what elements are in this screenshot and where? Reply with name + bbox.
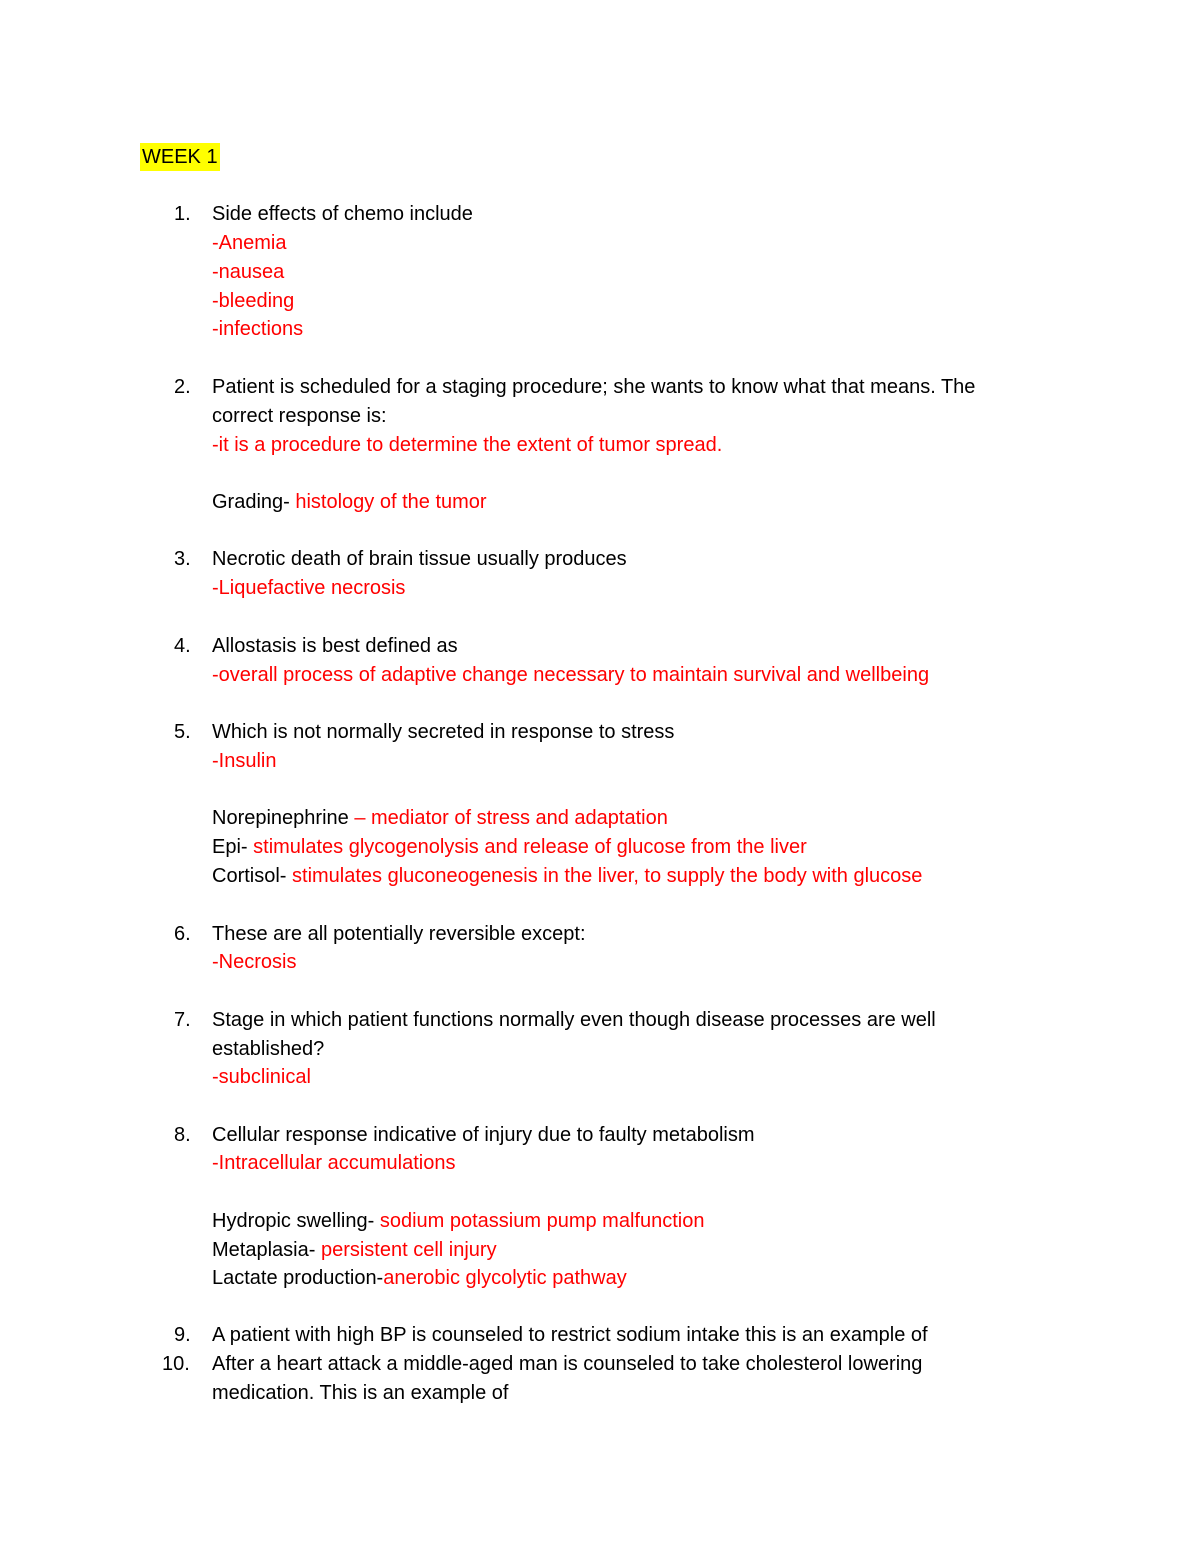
note-term: Hydropic swelling- <box>212 1210 375 1232</box>
answer-text: -Necrosis <box>212 951 297 973</box>
question-text: These are all potentially reversible except: <box>212 923 586 945</box>
question-number: 4. <box>174 635 191 657</box>
answer-text: -overall process of adaptive change necessary to maintain survival and wellbeing <box>212 664 930 686</box>
note-term: Epi- <box>212 836 248 858</box>
note-definition: stimulates glycogenolysis and release of glucose from the liver <box>247 836 807 858</box>
question-text: established? <box>212 1038 325 1060</box>
question-text: correct response is: <box>212 405 387 427</box>
question-number: 3. <box>174 548 191 570</box>
answer-text: -Insulin <box>212 750 277 772</box>
note-line <box>212 862 922 890</box>
note-term: Metaplasia- <box>212 1239 316 1261</box>
question-text: Which is not normally secreted in response to stress <box>212 721 675 743</box>
answer-text: -Intracellular accumulations <box>212 1152 456 1174</box>
question-number: 5. <box>174 721 191 743</box>
question-number: 9. <box>174 1324 191 1346</box>
note-line <box>212 488 487 516</box>
note-definition: sodium potassium pump malfunction <box>374 1210 705 1232</box>
note-term: Grading- <box>212 491 290 513</box>
question-text: Stage in which patient functions normally even though disease processes are well <box>212 1009 936 1031</box>
answer-text: -it is a procedure to determine the extent of tumor spread. <box>212 434 723 456</box>
question-text: Side effects of chemo include <box>212 203 473 225</box>
answer-text: -bleeding <box>212 290 295 312</box>
answer-text: -infections <box>212 318 304 340</box>
answer-text: -Liquefactive necrosis <box>212 577 406 599</box>
week-heading: WEEK 1 <box>140 143 220 171</box>
question-text: Patient is scheduled for a staging procedure; she wants to know what that means. The <box>212 376 976 398</box>
note-term: Cortisol- <box>212 865 287 887</box>
question-text: After a heart attack a middle-aged man is counseled to take cholesterol lowering <box>212 1353 923 1375</box>
question-text: Cellular response indicative of injury due to faulty metabolism <box>212 1124 755 1146</box>
answer-text: -Anemia <box>212 232 287 254</box>
question-number: 2. <box>174 376 191 398</box>
note-definition: stimulates gluconeogenesis in the liver, to supply the body with glucose <box>286 865 923 887</box>
note-line <box>212 1207 704 1235</box>
note-line <box>212 804 668 832</box>
question-text: medication. This is an example of <box>212 1382 509 1404</box>
note-term: Lactate production- <box>212 1267 384 1289</box>
note-definition: – mediator of stress and adaptation <box>354 807 668 829</box>
note-line <box>212 833 807 861</box>
note-line <box>212 1264 627 1292</box>
question-number: 1. <box>174 203 191 225</box>
note-definition: anerobic glycolytic pathway <box>383 1267 627 1289</box>
note-line <box>212 1236 497 1264</box>
question-text: Allostasis is best defined as <box>212 635 458 657</box>
question-text: Necrotic death of brain tissue usually produces <box>212 548 627 570</box>
note-definition: histology of the tumor <box>289 491 487 513</box>
question-number: 8. <box>174 1124 191 1146</box>
note-definition: persistent cell injury <box>315 1239 497 1261</box>
question-number: 7. <box>174 1009 191 1031</box>
answer-text: -subclinical <box>212 1066 311 1088</box>
question-number: 6. <box>174 923 191 945</box>
note-term: Norepinephrine <box>212 807 355 829</box>
question-number: 10. <box>162 1353 190 1375</box>
answer-text: -nausea <box>212 261 285 283</box>
question-text: A patient with high BP is counseled to restrict sodium intake this is an example of <box>212 1324 928 1346</box>
